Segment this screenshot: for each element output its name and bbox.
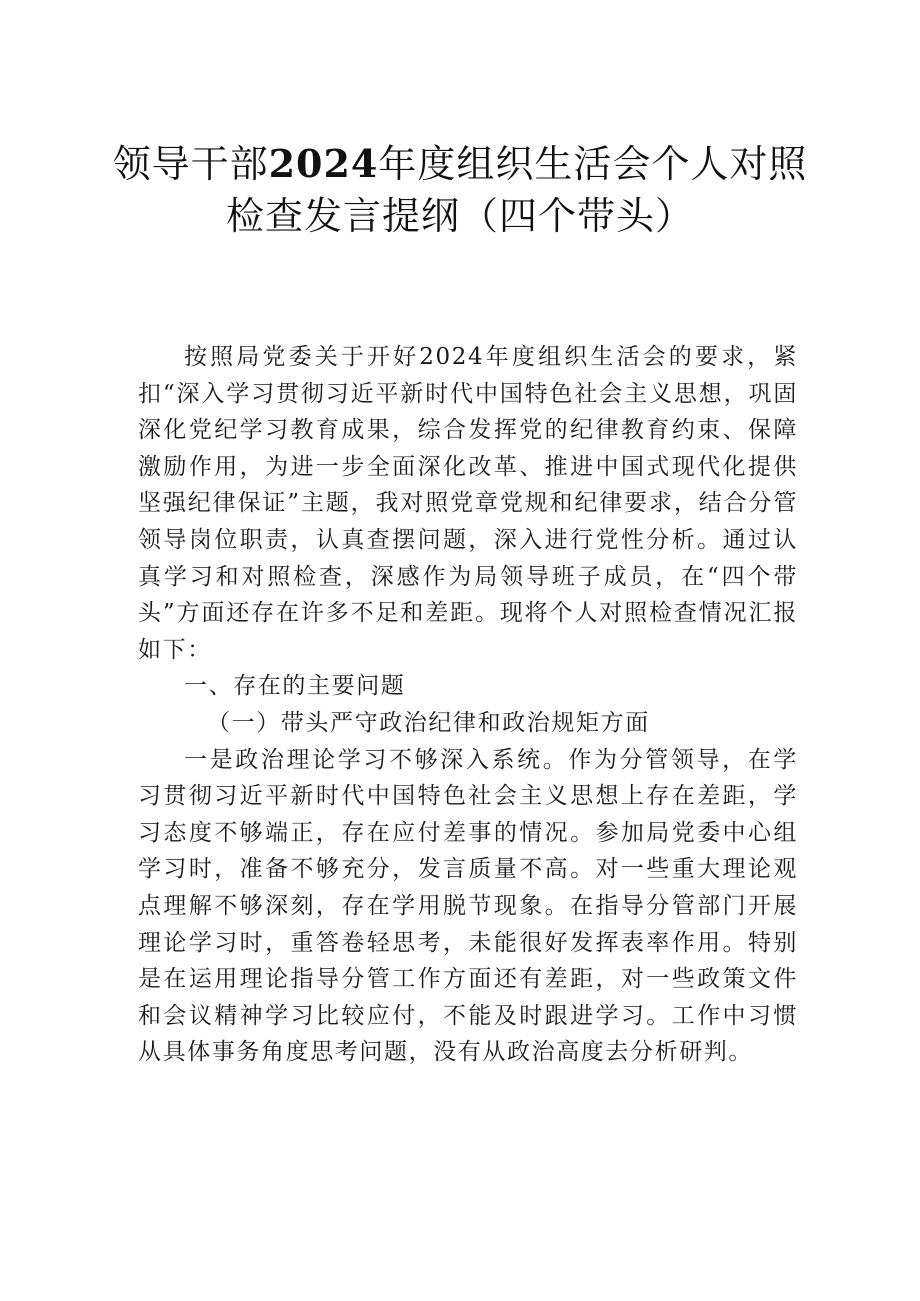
title-prefix: 领导干部 — [112, 142, 269, 186]
title-suffix: 年度组织生活会个人对照 — [378, 142, 808, 186]
section-heading: 一、存在的主要问题 — [184, 673, 406, 700]
document-body — [138, 339, 798, 1071]
document-title-line-1 — [0, 141, 920, 186]
subsection-heading: （一）带头严守政治纪律和政治规矩方面 — [207, 709, 650, 736]
title-year: 2024 — [268, 141, 379, 186]
document-title-line-2: 检查发言提纲（四个带头） — [225, 194, 694, 238]
body-paragraph: 一是政治理论学习不够深入系统。作为分管领导，在学习贯彻习近平新时代中国特色社会主义思想上存在差距，学习态度不够端正，存在应付差事的情况。参加局党委中心组学习时，准备不够充分，发言质量不高。对一些重大理论观点理解不够深刻，存在学用脱节现象。在指导分管部门开展理论学习时，重答卷轻思考，未能很好发挥表率作用。特别是在运用理论指导分管工作方面还有差距，对一些政策文件和会议精神学习比较应付，不能及时跟进学习。工作中习惯从具体事务角度思考问题，没有从政治高度去分析研判。 — [138, 746, 798, 1066]
intro-paragraph: 按照局党委关于开好2024年度组织生活会的要求，紧扣“深入学习贯彻习近平新时代中国特色社会主义思想，巩固深化党纪学习教育成果，综合发挥党的纪律教育约束、保障激励作用，为进一步全面深化改革、推进中国式现代化提供坚强纪律保证”主题，我对照党章党规和纪律要求，结合分管领导岗位职责，认真查摆问题，深入进行党性分析。通过认真学习和对照检查，深感作为局领导班子成员，在“四个带头”方面还存在许多不足和差距。现将个人对照检查情况汇报如下： — [138, 344, 798, 663]
